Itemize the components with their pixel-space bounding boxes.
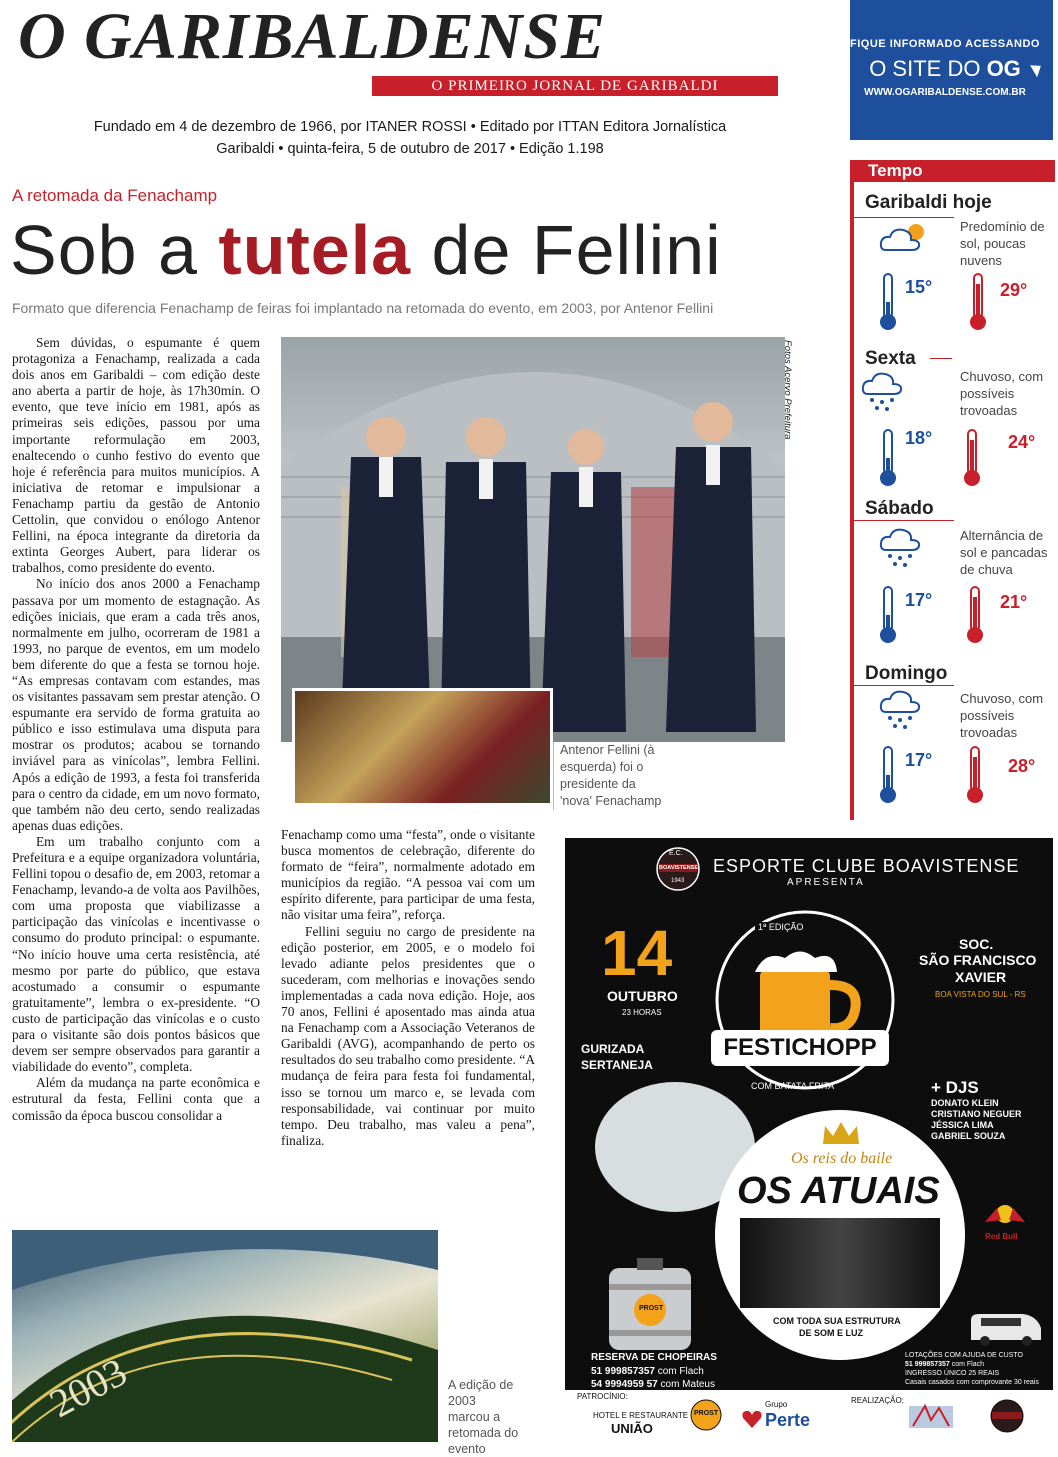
ad-structure-line1: COM TODA SUA ESTRUTURA (773, 1316, 901, 1326)
svg-text:2003: 2003 (42, 1348, 134, 1427)
weather-accent-bar (850, 160, 854, 820)
ad-sponsor-perte: Perte (765, 1410, 811, 1430)
ad-sponsor-prost: PROST (694, 1410, 719, 1417)
weather-desc: Predomínio de sol, poucas nuvens (960, 219, 1045, 268)
thermometer-hot-icon (968, 272, 988, 332)
ad-sponsor-hotel-line2: UNIÃO (611, 1421, 653, 1436)
thermometer-cold-icon (878, 585, 898, 645)
flach-eventos-logo-icon (905, 1400, 957, 1434)
paragraph: Em um trabalho conjunto com a Prefeitura e a equipe organizadora voluntária, Fellini topou o desafio de, em 2003, retomar a Fenachamp, levando-a de volta aos Pavilhões, com uma proposta que viabilizasse a participação das vinícolas e incentivasse o consumo do produto principal: o espumante. “No início houve uma certa resistência, até mesmo por parte do público, que estava acostumado a consumir o espumante gratuitamente”, lembra o ex-presidente. “O custo de participação das vinícolas e o custo para o visitante são dois pontos básicos que devem ser sempre observados para garantir a viabilidade do evento”, completa. (12, 833, 260, 1075)
ad-casais: Casais casados com comprovante 30 reais (905, 1379, 1039, 1386)
ad-date-month: OUTUBRO (607, 988, 678, 1004)
weather-desc: Chuvoso, com possíveis trovoadas (960, 691, 1044, 740)
site-promo-line1: FIQUE INFORMADO ACESSANDO (850, 38, 1040, 50)
ad-venue-location: BOA VISTA DO SUL - RS (935, 990, 1026, 999)
ad-ingresso: INGRESSO ÚNICO 25 REAIS (905, 1370, 1000, 1377)
ad-djs-title: + DJS (931, 1078, 979, 1097)
article-column-1 (12, 335, 260, 1124)
article-column-2 (281, 827, 535, 1149)
ad-event-name: FESTICHOPP (711, 1030, 889, 1066)
ad-main-band-name: OS ATUAIS (737, 1170, 940, 1212)
weather-panel (850, 160, 1055, 820)
weather-header: Tempo (850, 160, 1055, 182)
thermometer-hot-icon (965, 585, 985, 645)
divider (854, 685, 954, 686)
weather-desc: Alternância de sol e pancadas de chuva (960, 528, 1048, 577)
weather-max-temp: 21° (1000, 592, 1028, 612)
ad-structure-line2: DE SOM E LUZ (799, 1328, 864, 1338)
weather-min-temp: 17° (905, 750, 933, 770)
ad-sponsor-grupo: Grupo (765, 1400, 788, 1409)
ad-organizers-label: REALIZAÇÃO: (851, 1396, 904, 1405)
ad-presents: APRESENTA (787, 877, 865, 888)
ad-venue-line3: XAVIER (955, 969, 1007, 985)
masthead-tagline: O PRIMEIRO JORNAL DE GARIBALDI (372, 76, 778, 96)
ad-dj-name: CRISTIANO NEGUER (931, 1109, 1022, 1119)
divider (854, 520, 954, 521)
weather-max-temp: 24° (1008, 432, 1036, 452)
weather-day-name: Domingo (865, 663, 948, 684)
caption-bottom-photo: A edição de 2003 marcou a retomada do evento (448, 1378, 519, 1456)
weather-desc: Chuvoso, com possíveis trovoadas (960, 369, 1044, 418)
thermometer-cold-icon (878, 745, 898, 805)
ad-hour: 23 HORAS (622, 1008, 662, 1017)
ad-lotacao-title: LOTAÇÕES COM AJUDA DE CUSTO (905, 1352, 1023, 1359)
ad-sponsors-label: PATROCÍNIO: (577, 1392, 628, 1401)
thermometer-cold-icon (878, 428, 898, 488)
site-promo-banner[interactable] (850, 0, 1053, 140)
ad-edition: 1ª EDIÇÃO (755, 922, 806, 932)
ad-dj-name: GABRIEL SOUZA (931, 1131, 1006, 1141)
rain-cloud-icon (860, 372, 912, 412)
ad-band1-line1: GURIZADA (581, 1042, 645, 1056)
article-kicker: A retomada da Fenachamp (12, 186, 218, 205)
weather-day-name: Garibaldi hoje (865, 192, 992, 213)
ad-reis-do-baile: Os reis do baile (791, 1150, 893, 1167)
ad-keg-label: PROST (639, 1305, 664, 1312)
weather-day-name: Sábado (865, 498, 934, 519)
paragraph: Fellini seguiu no cargo de presidente na edição posterior, em 2005, e o modelo foi levado adiante pelos presidentes que o sucederam, com melhorias e inovações sendo implementadas a cada nova edição. Hoje, aos 70 anos, Fellini é aposentado mas ainda atua na Fenachamp com a Associação Veteranos de Garibaldi (AVG), acompanhando de perto os resultados do seu trabalho como presidente. “A mudança de feira para festa foi fundamental, isso se tornou um marco e, se levada com responsabilidade, vai continuar por muito tempo. Deu trabalho, mas valeu a pena”, finaliza. (281, 923, 535, 1148)
ad-date-day: 14 (601, 917, 673, 989)
divider (930, 358, 952, 359)
ad-club-name: ESPORTE CLUBE BOAVISTENSE (713, 856, 1020, 876)
ad-band1-line2: SERTANEJA (581, 1058, 653, 1072)
thermometer-cold-icon (878, 272, 898, 332)
festichopp-advertisement[interactable] (565, 838, 1053, 1442)
ad-dj-name: DONATO KLEIN (931, 1098, 999, 1108)
crown-icon (821, 1120, 861, 1146)
rain-cloud-icon (878, 690, 930, 730)
rain-cloud-icon (878, 528, 930, 568)
weather-day-name: Sexta (865, 348, 916, 369)
weather-max-temp: 29° (1000, 280, 1028, 300)
photo-credit: Fotos Acervo Prefeitura (782, 340, 793, 440)
ad-lotacao-contact: 51 999857357 com Flach (905, 1361, 985, 1368)
photo-fair-crowd (292, 688, 553, 806)
van-icon (967, 1308, 1045, 1348)
thermometer-hot-icon (965, 745, 985, 805)
heart-logo-icon (741, 1408, 763, 1430)
photo-band-os-atuais (740, 1218, 940, 1308)
site-promo-line2: O SITE DO OG (869, 56, 1021, 81)
ad-venue-line1: SOC. (959, 936, 994, 952)
site-promo-url[interactable]: WWW.OGARIBALDENSE.COM.BR (864, 87, 1026, 98)
weather-max-temp: 28° (1008, 756, 1036, 776)
ad-dj-name: JÉSSICA LIMA (931, 1120, 994, 1130)
photo-toast (281, 337, 785, 742)
club-badge-name: BOAVISTENSE (659, 865, 699, 871)
partly-sunny-icon (878, 222, 930, 252)
caption-main-photo: Antenor Fellini (à esquerda) foi o presidente da 'nova' Fenachamp (553, 742, 670, 810)
paragraph: Sem dúvidas, o espumante é quem protagoniza a Fenachamp, realizada a cada dois anos em Garibaldi – com edição deste ano aberta a partir de hoje, às 17h30min. O evento, que teve início em 1981, após as primeiras seis edições, passou por uma importante reformulação em 2003, enaltecendo o cunho festivo do evento que hoje é referência para muitos municípios. A iniciativa de retomar e impulsionar a Fenachamp partiu da gestão de Antonio Cettolin, que convidou o enólogo Antenor Fellini, na época integrante da diretoria da extinta Georges Aubert, para liderar os trabalhos, como presidente do evento. (12, 335, 260, 576)
masthead-title: O GARIBALDENSE (18, 0, 606, 73)
article-dek: Formato que diferencia Fenachamp de feiras foi implantado na retomada do evento, em 2003, por Antenor Fellini (12, 300, 714, 316)
paragraph: Além da mudança na parte econômica e estrutural da festa, Fellini conta que a comissão da época buscou consolidar a (12, 1075, 260, 1123)
ad-reserve-contact: 54 9994959 57 com Mateus (591, 1379, 715, 1390)
paragraph: Fenachamp como uma “festa”, onde o visitante busca momentos de celebração, diferente do formato de “feira”, normalmente adotado em municípios da região. “A pessoa vai com um espírito diferente, para participar de uma festa, não visitar uma feira”, reforça. (281, 827, 535, 923)
club-badge-year: 1943 (671, 878, 685, 884)
weather-min-temp: 18° (905, 428, 933, 448)
ad-redbull-label: Red Bull (985, 1232, 1018, 1241)
paragraph: No início dos anos 2000 a Fenachamp passava por um momento de estagnação. As edições iniciais, que eram a cada três anos, normalmente em julho, ocorreram de 1981 a 1993, no parque de eventos, em um modelo bem diferente do que a festa se tornou hoje. “As empresas contavam com estandes, mas os visitantes passavam sem prestar atenção. O espumante era servido de forma gratuita ao público e isso estimulava uma disputa para mostrar os produtos; acabou se tornando inviável para as vinícolas”, lembra Fellini. Após a edição de 1993, a festa foi transferida para o centro da cidade, em um novo formato, que também não deu certo, sendo realizadas apenas duas edições. (12, 576, 260, 833)
ad-event-sub: COM BATATA FRITA (751, 1081, 835, 1091)
founded-line: Fundado em 4 de dezembro de 1966, por ITANER ROSSI • Editado por ITTAN Editora Jornalística (93, 119, 727, 135)
thermometer-hot-icon (962, 428, 982, 488)
weather-min-temp: 15° (905, 277, 933, 297)
ad-reserve-contact: 51 999857357 com Flach (591, 1366, 704, 1377)
photo-2003-edition (12, 1230, 438, 1442)
club-badge-top: E.C. (669, 850, 683, 857)
divider (854, 217, 954, 218)
masthead-info (40, 116, 780, 160)
ad-venue-line2: SÃO FRANCISCO (919, 952, 1037, 968)
ad-reserve-title: RESERVA DE CHOPEIRAS (591, 1352, 717, 1363)
date-line: Garibaldi • quinta-feira, 5 de outubro de 2017 • Edição 1.198 (216, 141, 604, 157)
ad-sponsor-hotel-line1: HOTEL E RESTAURANTE (593, 1411, 689, 1420)
article-headline: Sob a tutela de Fellini (10, 211, 722, 289)
weather-min-temp: 17° (905, 590, 933, 610)
club-badge-small-icon (989, 1398, 1025, 1434)
